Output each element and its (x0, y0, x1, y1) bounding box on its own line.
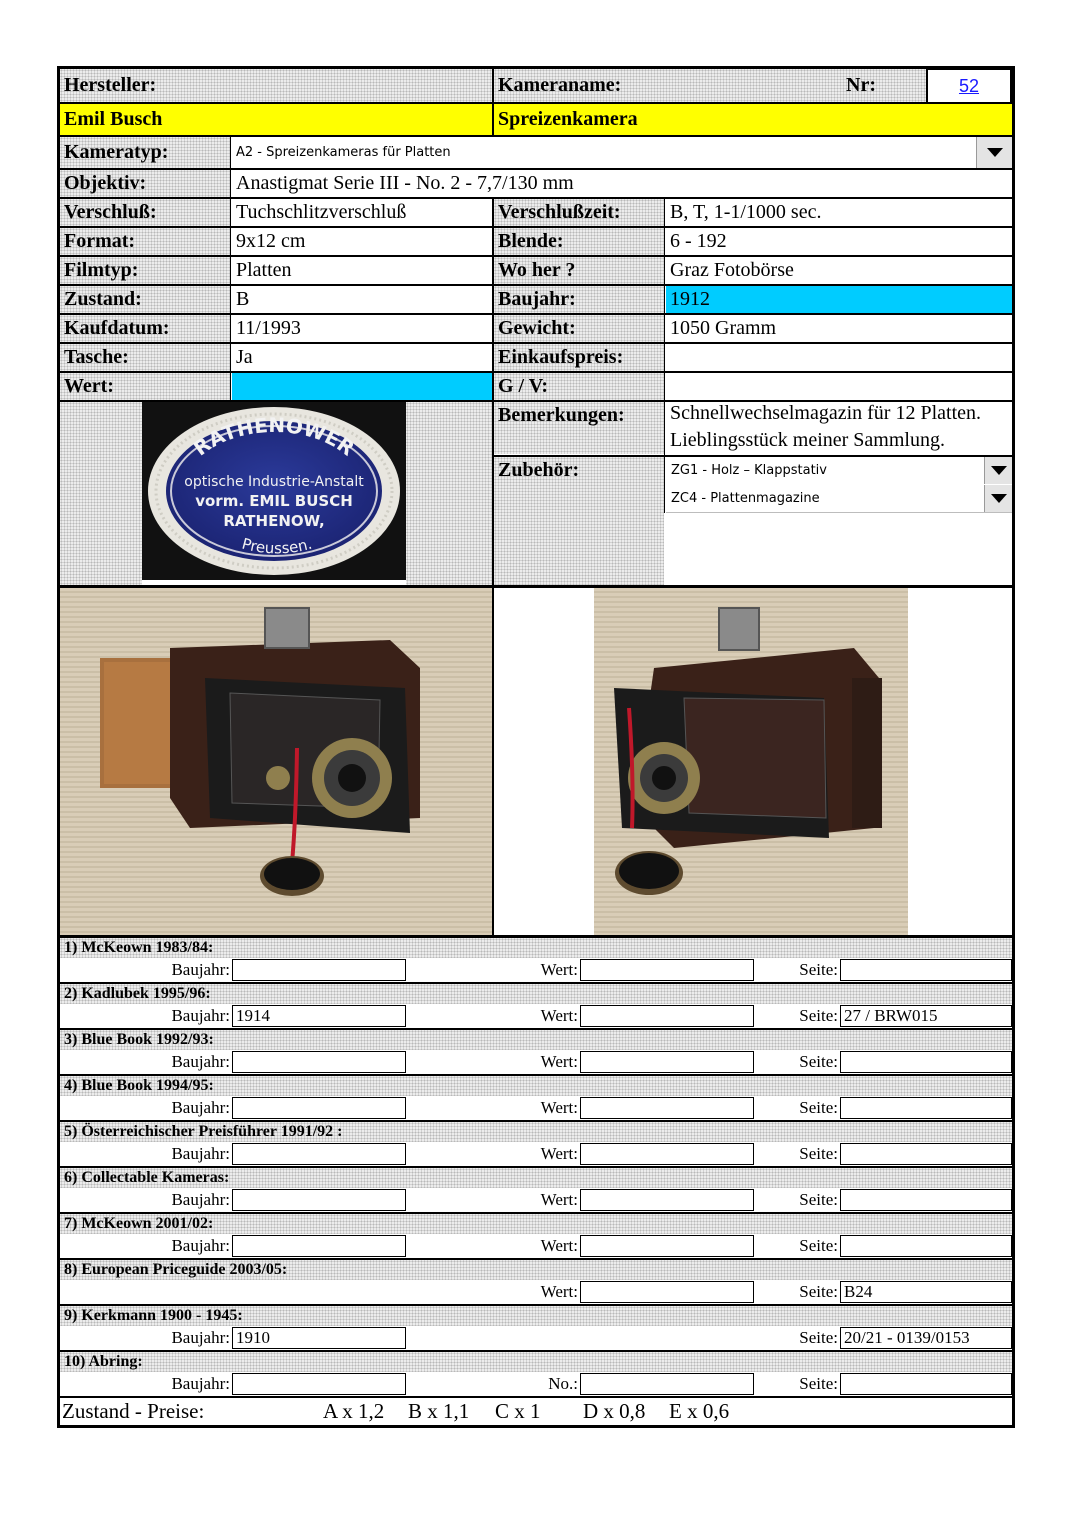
reference-baujahr-field[interactable] (232, 959, 406, 981)
reference-baujahr-label: Baujahr: (171, 960, 230, 979)
reference-title: 3) Blue Book 1992/93: (60, 1030, 1012, 1050)
field-label: Zustand: (60, 286, 230, 313)
rathenower-seal-logo (142, 402, 406, 580)
price-factor-a: A x 1,2 (323, 1399, 385, 1423)
field-label: G / V: (494, 373, 664, 400)
dotted-fill (406, 402, 492, 585)
seal-line4: RATHENOW, (223, 512, 325, 530)
field-value: B, T, 1-1/1000 sec. (670, 201, 822, 223)
grid-line (60, 1396, 1012, 1398)
reference-seite-label: Seite: (799, 1190, 838, 1209)
field-label: Format: (60, 228, 230, 255)
nr-box (926, 68, 1012, 102)
reference-seite-label: Seite: (799, 1374, 838, 1393)
field-value: 1050 Gramm (670, 317, 777, 339)
kameraname-value: Spreizenkamera (494, 104, 1012, 135)
kameratyp-label: Kameratyp: (60, 137, 230, 168)
reference-seite-field[interactable] (840, 959, 1012, 981)
grid-line (664, 199, 665, 513)
grid-line (492, 588, 494, 936)
seal-line3: vorm. EMIL BUSCH (195, 492, 353, 510)
reference-title: 2) Kadlubek 1995/96: (60, 984, 1012, 1004)
reference-baujahr-field[interactable] (232, 1143, 406, 1165)
field-label: Einkaufspreis: (494, 344, 664, 371)
reference-wert-label: Wert: (540, 1144, 578, 1163)
field-value: 6 - 192 (670, 230, 727, 252)
reference-title: 6) Collectable Kameras: (60, 1168, 1012, 1188)
hersteller-value: Emil Busch (60, 104, 492, 135)
reference-seite-label: Seite: (799, 1098, 838, 1117)
seal-line1: RATHENOWER (188, 412, 360, 461)
reference-seite-field[interactable] (840, 1373, 1012, 1395)
field-label: Verschluß: (60, 199, 230, 226)
field-label: Filmtyp: (60, 257, 230, 284)
field-label: Tasche: (60, 344, 230, 371)
reference-baujahr-label: Baujahr: (171, 1098, 230, 1117)
camera-illustration-icon (594, 588, 908, 936)
reference-baujahr-field[interactable] (232, 1189, 406, 1211)
field-value: Platten (236, 259, 292, 281)
objektiv-value: Anastigmat Serie III - No. 2 - 7,7/130 mm (236, 172, 574, 194)
reference-wert-field[interactable] (580, 1143, 754, 1165)
grid-line (60, 168, 1012, 170)
field-label: Verschlußzeit: (494, 199, 664, 226)
reference-seite-label: Seite: (799, 960, 838, 979)
field-value: Ja (236, 346, 253, 368)
reference-title: 1) McKeown 1983/84: (60, 938, 1012, 958)
field-value (232, 373, 492, 400)
reference-seite-field[interactable] (840, 1189, 1012, 1211)
camera-illustration-icon (60, 588, 492, 936)
reference-seite-label: Seite: (799, 1006, 838, 1025)
chevron-down-icon (991, 466, 1007, 475)
reference-baujahr-label: Baujahr: (171, 1190, 230, 1209)
hersteller-label: Hersteller: (60, 69, 492, 102)
field-value: 11/1993 (236, 317, 301, 339)
seal-line5: Preussen. (240, 534, 314, 558)
field-label: Wert: (60, 373, 230, 400)
reference-title: 8) European Priceguide 2003/05: (60, 1260, 1012, 1280)
grid-line (60, 135, 1012, 137)
reference-title: 5) Österreichischer Preisführer 1991/92 : (60, 1122, 1012, 1142)
zubehoer-separator (666, 512, 1012, 513)
reference-baujahr-field[interactable] (232, 1097, 406, 1119)
field-label: Kaufdatum: (60, 315, 230, 342)
reference-baujahr-field[interactable]: 1910 (232, 1327, 406, 1349)
grid-line (494, 455, 1012, 457)
reference-baujahr-field[interactable] (232, 1051, 406, 1073)
reference-seite-label: Seite: (799, 1144, 838, 1163)
reference-seite-field[interactable] (840, 1143, 1012, 1165)
nr-link[interactable]: 52 (958, 76, 980, 96)
bemerkungen-line1: Schnellwechselmagazin für 12 Platten. (670, 402, 982, 424)
reference-seite-label: Seite: (799, 1328, 838, 1347)
dotted-fill (60, 402, 142, 585)
bemerkungen-line2: Lieblingsstück meiner Sammlung. (670, 429, 945, 451)
reference-seite-field[interactable]: 27 / BRW015 (840, 1005, 1012, 1027)
kameratyp-dropdown-button[interactable] (976, 137, 1012, 168)
field-value (666, 373, 1012, 400)
reference-title: 4) Blue Book 1994/95: (60, 1076, 1012, 1096)
reference-wert-field[interactable] (580, 959, 754, 981)
reference-wert-field[interactable] (580, 1097, 754, 1119)
reference-seite-label: Seite: (799, 1282, 838, 1301)
field-value: Tuchschlitzverschluß (236, 201, 407, 223)
reference-baujahr-label: Baujahr: (171, 1328, 230, 1347)
field-value: 9x12 cm (236, 230, 306, 252)
camera-photo-right (594, 588, 908, 936)
field-label: Gewicht: (494, 315, 664, 342)
nr-label: Nr: (846, 74, 876, 96)
grid-line (60, 585, 1012, 588)
zubehoer-dropdown-button-1[interactable] (984, 457, 1012, 484)
price-factor-b: B x 1,1 (408, 1399, 470, 1423)
reference-seite-label: Seite: (799, 1236, 838, 1255)
reference-wert-field[interactable] (580, 1373, 754, 1395)
reference-seite-field[interactable] (840, 1051, 1012, 1073)
reference-wert-label: Wert: (540, 1052, 578, 1071)
field-label: Baujahr: (494, 286, 664, 313)
reference-baujahr-label: Baujahr: (171, 1052, 230, 1071)
grid-line (60, 102, 1012, 104)
reference-seite-field[interactable]: B24 (840, 1281, 1012, 1303)
reference-seite-field[interactable] (840, 1097, 1012, 1119)
zubehoer-label: Zubehör: (494, 457, 664, 585)
reference-baujahr-field[interactable]: 1914 (232, 1005, 406, 1027)
reference-wert-field[interactable] (580, 1281, 754, 1303)
reference-wert-label: Wert: (540, 1282, 578, 1301)
camera-photo-left (60, 588, 492, 936)
reference-wert-field[interactable] (580, 1235, 754, 1257)
reference-baujahr-field[interactable] (232, 1235, 406, 1257)
kameraname-label: Kameraname: (494, 69, 926, 102)
reference-baujahr-label: Baujahr: (171, 1236, 230, 1255)
reference-seite-label: Seite: (799, 1052, 838, 1071)
price-factor-c: C x 1 (495, 1399, 541, 1423)
reference-baujahr-label: Baujahr: (171, 1006, 230, 1025)
zustand-preise-label: Zustand - Preise: (62, 1399, 205, 1423)
chevron-down-icon (991, 494, 1007, 503)
reference-baujahr-field[interactable] (232, 1373, 406, 1395)
price-factor-e: E x 0,6 (669, 1399, 730, 1423)
grid-line (60, 935, 1012, 938)
reference-wert-field[interactable] (580, 1051, 754, 1073)
field-label: Blende: (494, 228, 664, 255)
grid-line (492, 69, 494, 135)
reference-wert-label: Wert: (540, 1190, 578, 1209)
price-factor-d: D x 0,8 (583, 1399, 646, 1423)
seal-line2: optische Industrie-Anstalt (184, 474, 364, 490)
zubehoer-dropdown-button-2[interactable] (984, 485, 1012, 512)
reference-baujahr-label: Baujahr: (171, 1374, 230, 1393)
reference-seite-field[interactable]: 20/21 - 0139/0153 (840, 1327, 1012, 1349)
grid-line (230, 137, 231, 400)
reference-title: 9) Kerkmann 1900 - 1945: (60, 1306, 1012, 1326)
reference-wert-label: Wert: (540, 1098, 578, 1117)
chevron-down-icon (987, 148, 1003, 157)
seal-icon (142, 402, 406, 580)
field-value: B (236, 288, 250, 310)
field-label: Wo her ? (494, 257, 664, 284)
grid-line (492, 199, 494, 587)
reference-seite-field[interactable] (840, 1235, 1012, 1257)
reference-title: 7) McKeown 2001/02: (60, 1214, 1012, 1234)
reference-title: 10) Abring: (60, 1352, 1012, 1372)
zubehoer-select-2[interactable]: ZC4 - Plattenmagazine (666, 485, 984, 512)
field-value: 1912 (666, 286, 1012, 313)
zubehoer-select-1[interactable]: ZG1 - Holz – Klappstativ (666, 457, 984, 484)
reference-wert-label: Wert: (540, 960, 578, 979)
bemerkungen-label: Bemerkungen: (494, 402, 664, 454)
objektiv-label: Objektiv: (60, 170, 230, 197)
field-value: Graz Fotobörse (670, 259, 794, 281)
reference-wert-label: Wert: (540, 1006, 578, 1025)
reference-wert-label: No.: (548, 1374, 578, 1393)
field-value (666, 344, 1012, 371)
kameratyp-select[interactable]: A2 - Spreizenkameras für Platten (231, 137, 975, 168)
reference-baujahr-label: Baujahr: (171, 1144, 230, 1163)
reference-wert-field[interactable] (580, 1189, 754, 1211)
reference-wert-label: Wert: (540, 1236, 578, 1255)
reference-wert-field[interactable] (580, 1005, 754, 1027)
